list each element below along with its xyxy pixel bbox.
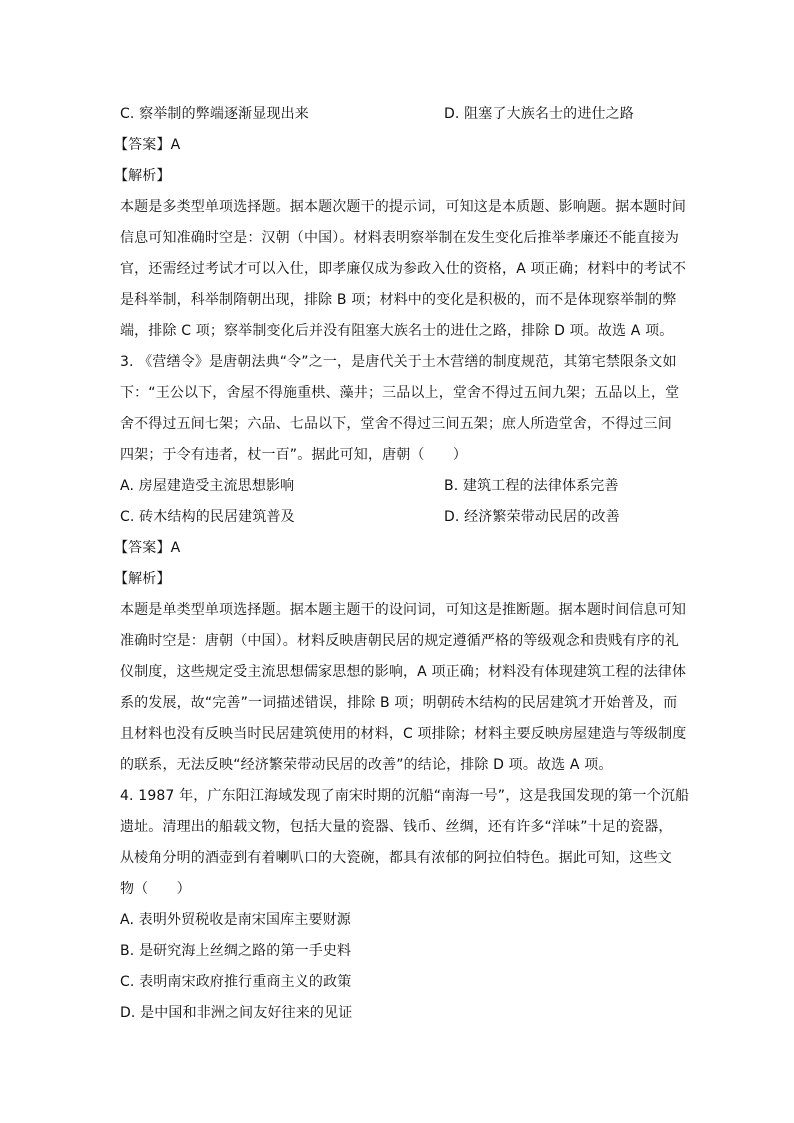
q3-option-b: B. 建筑工程的法律体系完善 bbox=[444, 478, 619, 494]
q2-analysis-line: 本题是多类型单项选择题。据本题次题干的提示词，可知这是本质题、影响题。据本题时间 bbox=[120, 199, 686, 215]
q3-analysis-label: 【解析】 bbox=[114, 571, 171, 587]
q2-option-c: C. 察举制的弊端逐渐显现出来 bbox=[120, 106, 309, 122]
q3-option-c: C. 砖木结构的民居建筑普及 bbox=[120, 509, 295, 525]
q4-stem-line: 物（ ） bbox=[120, 881, 191, 897]
q3-analysis bbox=[120, 595, 687, 781]
q3-analysis-line: 仪制度，这些规定受主流思想儒家思想的影响，A 项正确；材料没有体现建筑工程的法律体 bbox=[120, 664, 687, 680]
q3-answer: 【答案】A bbox=[114, 540, 181, 556]
q4-option-c: C. 表明南宋政府推行重商主义的政策 bbox=[120, 974, 352, 990]
q3-analysis-line: 的联系，无法反映“经济繁荣带动民居的改善”的结论，排除 D 项。故选 A 项。 bbox=[120, 757, 613, 773]
q2-analysis-line: 官，还需经过考试才可以入仕，即孝廉仅成为参政入仕的资格，A 项正确；材料中的考试不 bbox=[120, 261, 687, 277]
q4-stem bbox=[120, 781, 690, 905]
q2-analysis-label: 【解析】 bbox=[114, 168, 171, 184]
q2-analysis bbox=[120, 192, 687, 347]
q3-options-row-ab bbox=[120, 471, 680, 502]
q4-options bbox=[120, 905, 680, 1029]
q4-stem-line: 遗址。清理出的船载文物，包括大量的瓷器、钱币、丝绸，还有许多“洋味”十足的瓷器， bbox=[120, 819, 673, 835]
q3-options-row-cd bbox=[120, 502, 680, 533]
q3-stem-line: 下：“王公以下，舍屋不得施重栱、藻井；三品以上，堂舍不得过五间九架；五品以上，堂 bbox=[120, 385, 680, 401]
q3-option-d: D. 经济繁荣带动民居的改善 bbox=[444, 509, 620, 525]
q3-stem bbox=[120, 347, 680, 471]
q3-option-a: A. 房屋建造受主流思想影响 bbox=[120, 478, 295, 494]
q4-option-b: B. 是研究海上丝绸之路的第一手史料 bbox=[120, 943, 352, 959]
q2-option-d: D. 阻塞了大族名士的进仕之路 bbox=[444, 106, 634, 122]
q4-option-d: D. 是中国和非洲之间友好往来的见证 bbox=[120, 1005, 353, 1021]
q2-analysis-line: 信息可知准确时空是：汉朝（中国）。材料表明察举制在发生变化后推举孝廉还不能直接为 bbox=[120, 230, 679, 246]
q3-stem-line: 舍不得过五间七架；六品、七品以下，堂舍不得过三间五架；庶人所造堂舍，不得过三间 bbox=[120, 416, 672, 432]
q4-stem-line: 从棱角分明的酒壶到有着喇叭口的大瓷碗，都具有浓郁的阿拉伯特色。据此可知，这些文 bbox=[120, 850, 672, 866]
q3-analysis-line: 本题是单类型单项选择题。据本题主题干的设问词，可知这是推断题。据本题时间信息可知 bbox=[120, 602, 686, 618]
q2-answer: 【答案】A bbox=[114, 137, 181, 153]
q3-analysis-line: 系的发展，故“完善”一词描述错误，排除 B 项；明朝砖木结构的民居建筑才开始普及，而 bbox=[120, 695, 678, 711]
page-content bbox=[114, 99, 690, 1029]
q2-analysis-line: 端，排除 C 项；察举制变化后并没有阻塞大族名士的进仕之路，排除 D 项。故选 A 项。 bbox=[120, 323, 674, 339]
q3-analysis-line: 准确时空是：唐朝（中国）。材料反映唐朝民居的规定遵循严格的等级观念和贵贱有序的礼 bbox=[120, 633, 679, 649]
q2-analysis-line: 是科举制，科举制隋朝出现，排除 B 项；材料中的变化是积极的，而不是体现察举制的弊 bbox=[120, 292, 677, 308]
q4-stem-line: 4. 1987 年，广东阳江海域发现了南宋时期的沉船“南海一号”，这是我国发现的第一个沉船 bbox=[120, 788, 690, 804]
q4-option-a: A. 表明外贸税收是南宋国库主要财源 bbox=[120, 912, 351, 928]
q3-stem-line: 四架；于令有违者，杖一百”。据此可知，唐朝（ ） bbox=[120, 447, 468, 463]
q2-options-row bbox=[120, 99, 680, 130]
q3-analysis-line: 且材料也没有反映当时民居建筑使用的材料，C 项排除；材料主要反映房屋建造与等级制度 bbox=[120, 726, 687, 742]
q3-stem-line: 3. 《营缮令》是唐朝法典“令”之一，是唐代关于土木营缮的制度规范，其第宅禁限条文如 bbox=[120, 354, 677, 370]
